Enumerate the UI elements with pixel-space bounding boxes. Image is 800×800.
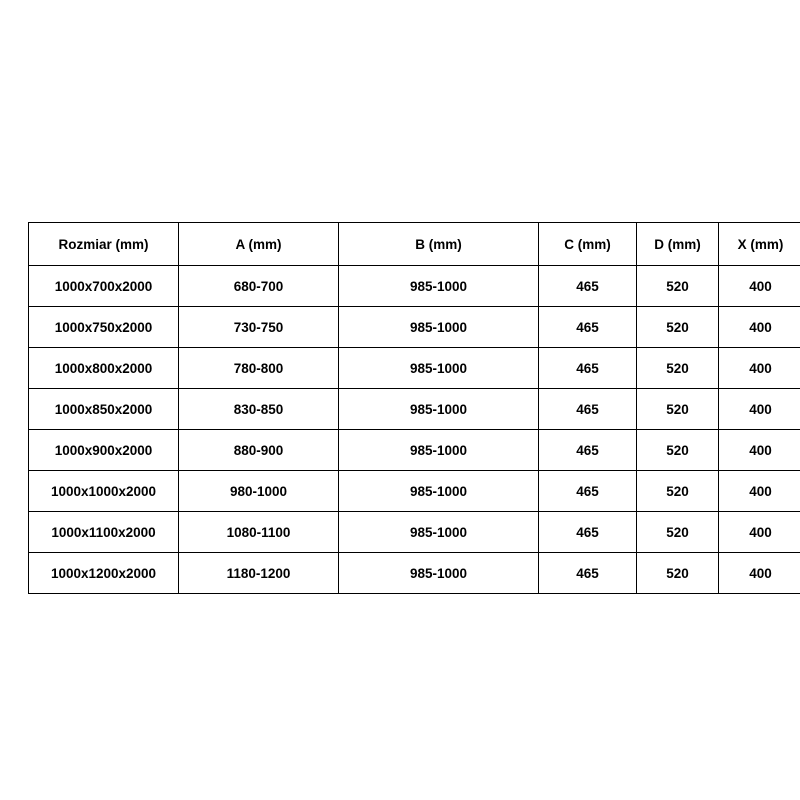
cell-c: 465 [539,430,637,471]
cell-d: 520 [637,430,719,471]
cell-a: 680-700 [179,266,339,307]
table-header-row [29,223,800,266]
table-row [29,389,800,430]
column-header-x: X (mm) [719,223,800,266]
table-header [29,223,800,266]
cell-x: 400 [719,512,800,553]
table-row [29,266,800,307]
cell-a: 1080-1100 [179,512,339,553]
column-header-a: A (mm) [179,223,339,266]
column-header-c: C (mm) [539,223,637,266]
cell-x: 400 [719,348,800,389]
cell-b: 985-1000 [339,430,539,471]
cell-size: 1000x800x2000 [29,348,179,389]
cell-c: 465 [539,512,637,553]
table-row [29,430,800,471]
cell-size: 1000x750x2000 [29,307,179,348]
cell-b: 985-1000 [339,266,539,307]
cell-x: 400 [719,471,800,512]
cell-a: 980-1000 [179,471,339,512]
cell-a: 830-850 [179,389,339,430]
cell-d: 520 [637,471,719,512]
cell-c: 465 [539,348,637,389]
cell-size: 1000x1200x2000 [29,553,179,594]
cell-c: 465 [539,553,637,594]
cell-b: 985-1000 [339,471,539,512]
cell-size: 1000x1100x2000 [29,512,179,553]
cell-c: 465 [539,266,637,307]
cell-d: 520 [637,553,719,594]
cell-x: 400 [719,307,800,348]
cell-b: 985-1000 [339,307,539,348]
specification-table [28,222,800,594]
table-row [29,553,800,594]
column-header-d: D (mm) [637,223,719,266]
cell-d: 520 [637,307,719,348]
table-row [29,512,800,553]
column-header-rozmiar: Rozmiar (mm) [29,223,179,266]
cell-d: 520 [637,389,719,430]
cell-b: 985-1000 [339,512,539,553]
table-row [29,471,800,512]
table-body [29,266,800,594]
cell-size: 1000x900x2000 [29,430,179,471]
cell-x: 400 [719,430,800,471]
table-row [29,348,800,389]
cell-c: 465 [539,307,637,348]
cell-b: 985-1000 [339,389,539,430]
cell-d: 520 [637,266,719,307]
cell-size: 1000x850x2000 [29,389,179,430]
cell-b: 985-1000 [339,553,539,594]
specification-table-container [28,222,784,594]
cell-d: 520 [637,512,719,553]
cell-x: 400 [719,389,800,430]
cell-a: 880-900 [179,430,339,471]
cell-d: 520 [637,348,719,389]
table-row [29,307,800,348]
cell-x: 400 [719,266,800,307]
cell-x: 400 [719,553,800,594]
cell-a: 780-800 [179,348,339,389]
cell-b: 985-1000 [339,348,539,389]
cell-a: 1180-1200 [179,553,339,594]
column-header-b: B (mm) [339,223,539,266]
cell-a: 730-750 [179,307,339,348]
cell-size: 1000x1000x2000 [29,471,179,512]
cell-c: 465 [539,389,637,430]
cell-c: 465 [539,471,637,512]
cell-size: 1000x700x2000 [29,266,179,307]
